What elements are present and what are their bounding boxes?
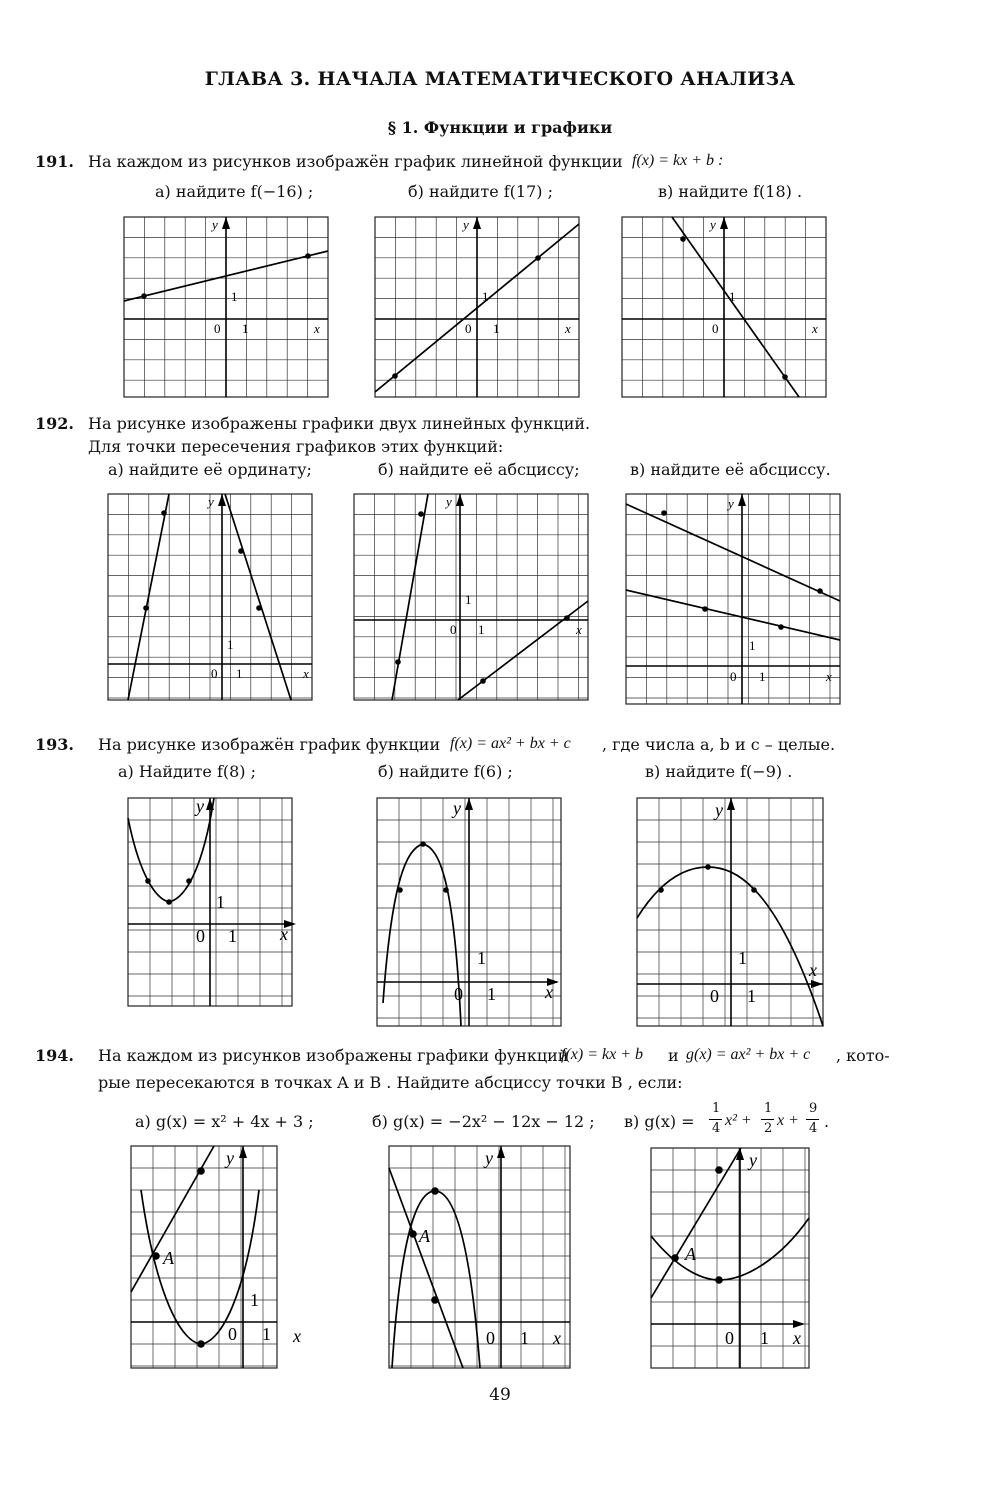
x-unit-label: 1 xyxy=(760,1328,769,1348)
graph-point xyxy=(420,841,426,847)
frac1-num: 1 xyxy=(712,1101,721,1116)
graph-point xyxy=(197,1167,205,1175)
parabola xyxy=(383,844,461,1026)
graph-192-a xyxy=(108,494,312,700)
problem-194-number: 194. xyxy=(35,1046,74,1065)
graph-line xyxy=(626,590,840,640)
x-label: x xyxy=(280,924,288,944)
graph-point xyxy=(817,588,823,594)
graph-point xyxy=(751,887,757,893)
y-unit-label: 1 xyxy=(227,637,234,652)
parabola xyxy=(392,1191,480,1368)
origin-label: 0 xyxy=(486,1328,495,1348)
section-title: § 1. Функции и графики xyxy=(387,118,613,137)
problem-191-part-c: в) найдите f(18) . xyxy=(658,182,803,201)
x-unit-label: 1 xyxy=(478,622,485,637)
origin-label: 0 xyxy=(712,321,719,336)
graph-191-b xyxy=(375,217,579,397)
problem-193-formula: f(x) = ax² + bx + c xyxy=(450,735,571,752)
frac3-bar xyxy=(806,1119,819,1120)
graph-point xyxy=(778,624,784,630)
problem-193-part-b: б) найдите f(6) ; xyxy=(378,762,513,781)
problem-191-part-b: б) найдите f(17) ; xyxy=(408,182,553,201)
problem-192-line-1: На рисунке изображены графики двух линейных функций. xyxy=(88,414,591,433)
frac2-den: 2 xyxy=(764,1121,773,1136)
graph-point xyxy=(395,659,401,665)
graph-point xyxy=(197,1340,205,1348)
graph-point xyxy=(715,1276,723,1284)
point-a-label: A xyxy=(685,1244,696,1264)
problem-191-formula: f(x) = kx + b : xyxy=(632,152,724,169)
y-unit-label: 1 xyxy=(231,289,238,304)
graph-point xyxy=(166,899,172,905)
x-unit-label: 1 xyxy=(747,986,756,1006)
y-label: y xyxy=(196,796,204,816)
graph-point xyxy=(705,864,711,870)
problem-193-tail: , где числа a, b и c – целые. xyxy=(602,735,836,754)
x-label: x xyxy=(565,321,571,336)
x-label: x xyxy=(809,960,817,980)
y-label: y xyxy=(212,217,218,232)
y-label: y xyxy=(710,217,716,232)
y-label: y xyxy=(749,1150,757,1170)
y-arrow xyxy=(720,217,728,229)
x-unit-label: 1 xyxy=(262,1324,271,1344)
graph-point xyxy=(661,510,667,516)
graph-194-b xyxy=(389,1146,570,1368)
problem-192-part-b: б) найдите её абсциссу; xyxy=(378,460,580,479)
problem-191-number: 191. xyxy=(35,152,74,171)
graph-point xyxy=(397,887,403,893)
graph-point xyxy=(141,293,147,299)
origin-label: 0 xyxy=(196,926,205,946)
part-c-mid-2: x + xyxy=(777,1112,799,1129)
x-label: x xyxy=(545,982,553,1002)
graph-point xyxy=(431,1187,439,1195)
graph-point xyxy=(256,605,262,611)
y-arrow xyxy=(456,494,464,506)
graph-point xyxy=(143,605,149,611)
graph-point xyxy=(535,255,541,261)
problem-194-part-a: а) g(x) = x² + 4x + 3 ; xyxy=(135,1112,314,1131)
y-label: y xyxy=(485,1148,493,1168)
problem-194-formula-g: g(x) = ax² + bx + c xyxy=(686,1046,811,1063)
graph-point xyxy=(480,678,486,684)
graph-line xyxy=(225,494,291,700)
graph-191-a xyxy=(124,217,328,397)
graph-point xyxy=(443,887,449,893)
y-arrow xyxy=(222,217,230,229)
x-unit-label: 1 xyxy=(228,926,237,946)
frac2-bar xyxy=(761,1119,774,1120)
graph-192-b xyxy=(354,494,588,700)
x-unit-label: 1 xyxy=(236,666,243,681)
graph-frame xyxy=(637,798,823,1026)
x-label: x xyxy=(553,1328,561,1348)
problem-194-and: и xyxy=(668,1046,679,1065)
y-unit-label: 1 xyxy=(749,638,756,653)
graph-191-c xyxy=(622,217,826,397)
graph-point xyxy=(161,510,167,516)
parabola xyxy=(637,867,823,1026)
graph-point xyxy=(715,1166,723,1174)
graph-193-a xyxy=(128,798,292,1006)
problem-194-formula-f: f(x) = kx + b xyxy=(561,1046,643,1063)
graph-point xyxy=(392,373,398,379)
y-arrow xyxy=(497,1146,505,1158)
parabola xyxy=(651,1218,809,1280)
graph-point xyxy=(702,606,708,612)
point-a xyxy=(152,1252,160,1260)
graph-point xyxy=(186,878,192,884)
x-arrow xyxy=(811,980,823,988)
y-label: y xyxy=(446,494,452,509)
problem-194-line-1a: На каждом из рисунков изображены графики функций xyxy=(98,1046,569,1065)
part-c-mid-1: x² + xyxy=(725,1112,752,1129)
point-a xyxy=(409,1230,417,1238)
y-unit-label: 1 xyxy=(250,1290,259,1310)
x-arrow xyxy=(793,1320,805,1328)
origin-label: 0 xyxy=(725,1328,734,1348)
y-arrow xyxy=(727,798,735,810)
problem-191-text: На каждом из рисунков изображён график линейной функции xyxy=(88,152,623,171)
y-arrow xyxy=(738,494,746,506)
graph-193-c xyxy=(637,798,823,1026)
graph-194-a xyxy=(131,1146,301,1368)
frac1-bar xyxy=(709,1119,722,1120)
x-label: x xyxy=(293,1326,301,1346)
problem-191-part-a: а) найдите f(−16) ; xyxy=(155,182,314,201)
problem-194-line-2: рые пересекаются в точках A и B . Найдите абсциссу точки B , если: xyxy=(98,1073,683,1092)
graph-line xyxy=(651,1148,741,1298)
graph-line xyxy=(626,504,840,601)
x-unit-label: 1 xyxy=(487,984,496,1004)
x-unit-label: 1 xyxy=(520,1328,529,1348)
graph-line xyxy=(672,217,799,397)
graph-193-b xyxy=(377,798,561,1026)
x-unit-label: 1 xyxy=(759,669,766,684)
y-unit-label: 1 xyxy=(216,892,225,912)
y-label: y xyxy=(463,217,469,232)
page-number: 49 xyxy=(489,1385,511,1405)
graph-point xyxy=(238,548,244,554)
graph-192-c xyxy=(626,494,840,704)
graph-point xyxy=(418,511,424,517)
y-unit-label: 1 xyxy=(482,289,489,304)
y-arrow xyxy=(465,798,473,810)
y-unit-label: 1 xyxy=(477,948,486,968)
origin-label: 0 xyxy=(228,1324,237,1344)
x-label: x xyxy=(576,622,582,637)
origin-label: 0 xyxy=(710,986,719,1006)
x-label: x xyxy=(826,669,832,684)
point-a-label: A xyxy=(419,1226,430,1246)
y-unit-label: 1 xyxy=(738,948,747,968)
graph-point xyxy=(145,878,151,884)
y-arrow xyxy=(473,217,481,229)
origin-label: 0 xyxy=(214,321,221,336)
origin-label: 0 xyxy=(450,622,457,637)
origin-label: 0 xyxy=(465,321,472,336)
problem-194-part-c-prefix: в) g(x) = xyxy=(624,1112,695,1131)
origin-label: 0 xyxy=(454,984,463,1004)
graph-point xyxy=(305,253,311,259)
frac2-num: 1 xyxy=(764,1101,773,1116)
x-label: x xyxy=(303,666,309,681)
y-label: y xyxy=(226,1148,234,1168)
x-unit-label: 1 xyxy=(493,321,500,336)
graph-line xyxy=(392,494,428,700)
graph-point xyxy=(680,236,686,242)
y-label: y xyxy=(453,798,461,818)
problem-194-part-b: б) g(x) = −2x² − 12x − 12 ; xyxy=(372,1112,595,1131)
problem-193-number: 193. xyxy=(35,735,74,754)
y-label: y xyxy=(728,496,734,511)
problem-192-line-2: Для точки пересечения графиков этих функций: xyxy=(88,437,504,456)
y-label: y xyxy=(715,800,723,820)
graph-line xyxy=(389,1168,463,1368)
x-label: x xyxy=(812,321,818,336)
x-unit-label: 1 xyxy=(242,321,249,336)
graph-point xyxy=(658,887,664,893)
graph-point xyxy=(564,615,570,621)
x-label: x xyxy=(793,1328,801,1348)
frac3-num: 9 xyxy=(809,1101,818,1116)
graph-point xyxy=(782,374,788,380)
point-a xyxy=(671,1254,679,1262)
y-unit-label: 1 xyxy=(729,289,736,304)
grid xyxy=(389,1146,570,1368)
problem-193-part-c: в) найдите f(−9) . xyxy=(645,762,793,781)
problem-193-text: На рисунке изображён график функции xyxy=(98,735,441,754)
x-label: x xyxy=(314,321,320,336)
problem-192-part-c: в) найдите её абсциссу. xyxy=(630,460,831,479)
problem-193-part-a: а) Найдите f(8) ; xyxy=(118,762,257,781)
graph-194-c xyxy=(651,1148,809,1368)
frac3-den: 4 xyxy=(809,1121,818,1136)
origin-label: 0 xyxy=(730,669,737,684)
part-c-end: . xyxy=(824,1112,830,1131)
y-arrow xyxy=(239,1146,247,1158)
problem-192-part-a: а) найдите её ординату; xyxy=(108,460,312,479)
problem-192-number: 192. xyxy=(35,414,74,433)
origin-label: 0 xyxy=(211,666,218,681)
graph-point xyxy=(431,1296,439,1304)
y-unit-label: 1 xyxy=(465,592,472,607)
frac1-den: 4 xyxy=(712,1121,721,1136)
chapter-title: ГЛАВА 3. НАЧАЛА МАТЕМАТИЧЕСКОГО АНАЛИЗА xyxy=(204,68,796,90)
point-a-label: A xyxy=(163,1248,174,1268)
y-label: y xyxy=(208,494,214,509)
grid xyxy=(637,798,823,1026)
problem-194-line-1b: , кото- xyxy=(836,1046,890,1065)
